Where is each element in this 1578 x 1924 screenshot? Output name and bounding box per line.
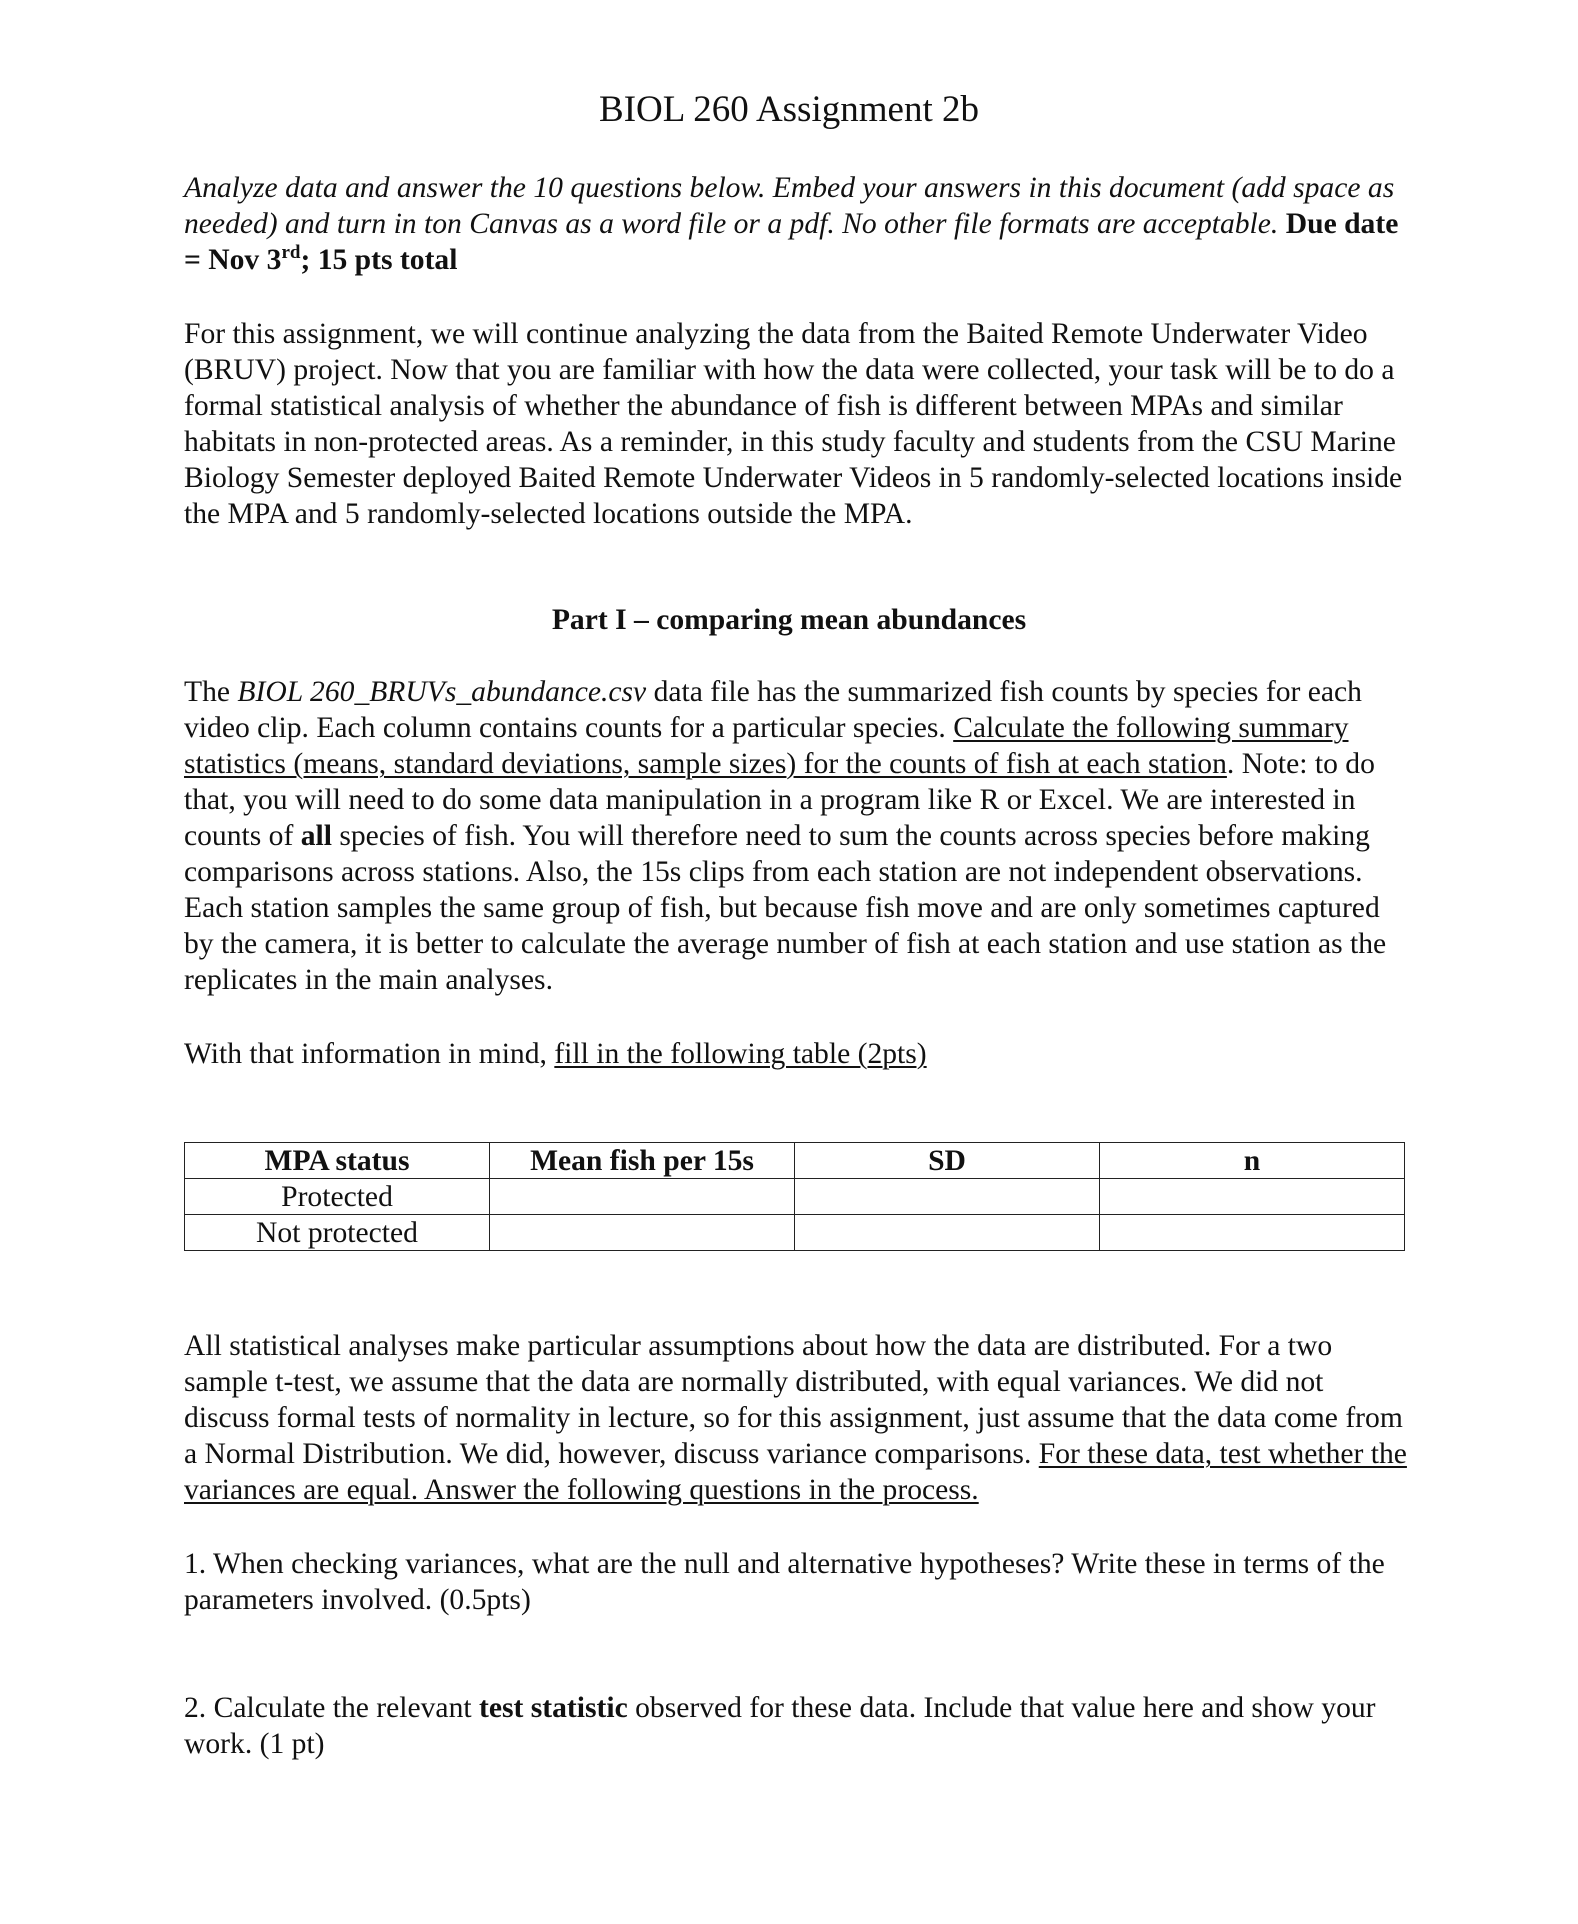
table-cell-mean[interactable] [490,1179,795,1215]
table-cell-status: Not protected [185,1215,490,1251]
q2-bold: test statistic [478,1692,628,1724]
p2-mid: . Note: to do that, you will need to do some data manipulation in a program like R or Excel. We are interested in counts of [184,748,1375,852]
table-cell-status: Protected [185,1179,490,1215]
p2-rest: species of fish. You will therefore need to sum the counts across species before making comparisons across stations. Also, the 15s clips from each station are not independent observations. Each station samples the same group of fish, but because fish move and are only sometimes captured by the camera, it is better to calculate the average number of fish at each station and use station as the replicates in the main analyses. [184,820,1387,996]
p3-lead: With that information in mind, [184,1038,555,1070]
paragraph-assumptions [184,1328,1414,1508]
data-filename: BIOL 260_BRUVs_abundance.csv [237,676,647,708]
table-cell-n[interactable] [1100,1179,1405,1215]
p2-bold-all: all [300,820,332,852]
table-cell-mean[interactable] [490,1215,795,1251]
summary-table [184,1142,1405,1251]
page-title: BIOL 260 Assignment 2b [599,89,979,130]
paragraph-table-instruction [184,1036,1414,1072]
table-header-sd: SD [795,1143,1100,1179]
question-1: 1. When checking variances, what are the null and alternative hypotheses? Write these in terms of the parameters involved. (0.5pts) [184,1548,1385,1616]
q2-lead: 2. Calculate the relevant [184,1692,479,1724]
due-rest: ; 15 pts total [300,244,458,276]
due-label: Due date = Nov 3 [184,208,1399,276]
p4-underlined: For these data, test whether the variances are equal. Answer the following questions in the process. [184,1438,1407,1506]
table-header-n: n [1100,1143,1405,1179]
table-header-row [185,1143,1405,1179]
question-2 [184,1690,1414,1762]
table-row [185,1215,1405,1251]
p2-lead: The [184,676,238,708]
p2-after-file: data file has the summarized fish counts by species for each video clip. Each column contains counts for a particular species. [184,676,1362,744]
intro-italic-text: Analyze data and answer the 10 questions below. Embed your answers in this document (add space as needed) and turn in ton Canvas as a word file or a pdf. No other file formats are acceptable. [184,172,1395,240]
table-cell-sd[interactable] [795,1179,1100,1215]
paragraph-data-file [184,674,1414,998]
table-cell-sd[interactable] [795,1215,1100,1251]
intro-instructions [184,170,1414,278]
table-header-mpa-status: MPA status [185,1143,490,1179]
p4-text: All statistical analyses make particular assumptions about how the data are distributed. For a two sample t-test, we assume that the data are normally distributed, with equal variances. We did not discuss formal tests of normality in lecture, so for this assignment, just assume that the data come from a Normal Distribution. We did, however, discuss variance comparisons. [184,1330,1403,1470]
p3-underlined: fill in the following table (2pts) [554,1038,927,1070]
paragraph-bruv-overview: For this assignment, we will continue analyzing the data from the Baited Remote Underwater Video (BRUV) project. Now that you are familiar with how the data were collected, your task will be to do a formal statistical analysis of whether the abundance of fish is different between MPAs and similar habitats in non-protected areas. As a reminder, in this study faculty and students from the CSU Marine Biology Semester deployed Baited Remote Underwater Videos in 5 randomly-selected locations inside the MPA and 5 randomly-selected locations outside the MPA. [184,318,1403,530]
due-superscript: rd [281,242,301,263]
table-header-mean: Mean fish per 15s [490,1143,795,1179]
p2-underlined-instruction: Calculate the following summary statistics (means, standard deviations, sample sizes) for the counts of fish at each station [184,712,1349,780]
table-cell-n[interactable] [1100,1215,1405,1251]
table-row [185,1179,1405,1215]
part-heading: Part I – comparing mean abundances [551,604,1027,636]
q2-rest: observed for these data. Include that value here and show your work. (1 pt) [184,1692,1376,1760]
